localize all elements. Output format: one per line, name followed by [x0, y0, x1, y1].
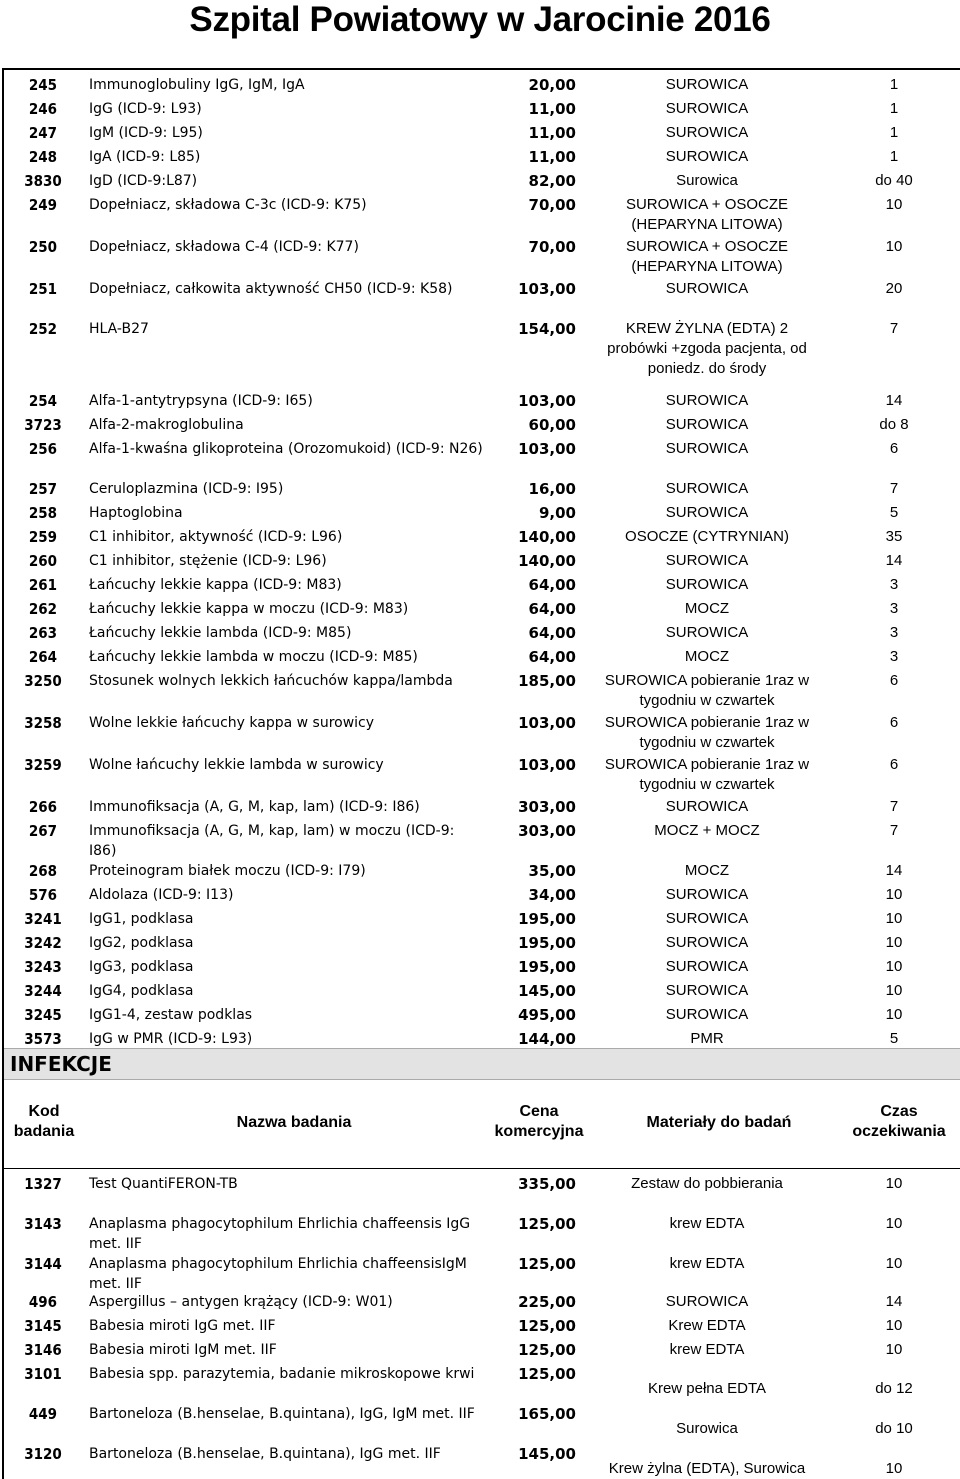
table-row	[4, 498, 960, 522]
cell-price: 103,00	[518, 714, 576, 732]
cell-price: 64,00	[528, 576, 576, 594]
cell-name: Łańcuchy lekkie kappa (ICD-9: M83)	[89, 577, 342, 593]
table-row	[4, 816, 960, 859]
cell-price: 11,00	[528, 100, 576, 118]
table-row	[4, 546, 960, 570]
price-table	[2, 68, 960, 1479]
cell-time: 20	[885, 280, 903, 297]
cell-price: 64,00	[528, 600, 576, 618]
cell-code: 3259	[24, 756, 62, 774]
cell-code: 256	[28, 440, 58, 458]
cell-code: 576	[28, 886, 58, 904]
cell-time: 35	[885, 528, 903, 545]
cell-name: Immunofiksacja (A, G, M, kap, lam) w moczu (ICD-9: I86)	[89, 823, 455, 859]
cell-code: 3573	[24, 1030, 62, 1048]
cell-material: SUROWICA	[665, 624, 749, 641]
cell-price: 16,00	[528, 480, 576, 498]
table-header	[4, 1080, 960, 1169]
header-code: Kod badania	[13, 1103, 75, 1140]
cell-time: 10	[885, 886, 903, 903]
table-row	[4, 928, 960, 952]
cell-price: 154,00	[518, 320, 576, 338]
cell-price: 11,00	[528, 124, 576, 142]
cell-price: 9,00	[538, 504, 576, 522]
cell-name: IgG2, podklasa	[89, 935, 194, 951]
cell-code: 3144	[24, 1255, 62, 1273]
cell-time: 10	[885, 1317, 903, 1334]
table-row	[4, 1287, 960, 1311]
cell-code: 1327	[24, 1175, 62, 1193]
cell-name: Stosunek wolnych lekkich łańcuchów kappa/lambda	[89, 673, 453, 689]
table-row	[4, 1000, 960, 1024]
cell-material: SUROWICA pobieranie 1raz w tygodniu w czwartek	[604, 714, 810, 751]
cell-price: 125,00	[518, 1365, 576, 1383]
table-row	[4, 594, 960, 618]
table-row	[4, 1439, 960, 1479]
cell-name: Babesia spp. parazytemia, badanie mikroskopowe krwi	[89, 1366, 475, 1382]
table-row	[4, 1209, 960, 1252]
table-row	[4, 1169, 960, 1209]
cell-price: 103,00	[518, 440, 576, 458]
cell-code: 259	[28, 528, 58, 546]
cell-code: 449	[28, 1405, 58, 1423]
cell-material: SUROWICA	[665, 798, 749, 815]
cell-price: 225,00	[518, 1293, 576, 1311]
cell-code: 260	[28, 552, 58, 570]
cell-time: 1	[889, 76, 899, 93]
cell-time: 6	[889, 756, 899, 773]
table-row	[4, 570, 960, 594]
cell-material: SUROWICA	[665, 958, 749, 975]
cell-time: 6	[889, 714, 899, 731]
cell-material: SUROWICA	[665, 504, 749, 521]
cell-code: 247	[28, 124, 58, 142]
table-row	[4, 708, 960, 750]
cell-name: Babesia miroti IgG met. IIF	[89, 1318, 276, 1334]
cell-price: 195,00	[518, 958, 576, 976]
cell-price: 140,00	[518, 528, 576, 546]
table-section-immunology	[4, 70, 960, 1048]
cell-name: Aspergillus – antygen krążący (ICD-9: W01)	[89, 1294, 393, 1310]
cell-name: IgG (ICD-9: L93)	[89, 101, 202, 117]
cell-time: 14	[885, 1293, 903, 1310]
cell-material: SUROWICA pobieranie 1raz w tygodniu w czwartek	[604, 756, 810, 793]
table-row	[4, 386, 960, 410]
cell-name: HLA-B27	[89, 321, 149, 337]
cell-name: C1 inhibitor, stężenie (ICD-9: L96)	[89, 553, 327, 569]
cell-material: SUROWICA	[665, 934, 749, 951]
cell-code: 3242	[24, 934, 62, 952]
section-label: INFEKCJE	[10, 1052, 112, 1076]
cell-code: 254	[28, 392, 58, 410]
cell-time: 10	[885, 958, 903, 975]
cell-name: Dopełniacz, składowa C-4 (ICD-9: K77)	[89, 239, 359, 255]
cell-name: IgD (ICD-9:L87)	[89, 173, 198, 189]
cell-code: 3120	[24, 1445, 62, 1463]
cell-time: 3	[889, 648, 899, 665]
table-row	[4, 1335, 960, 1359]
table-row	[4, 642, 960, 666]
cell-material: KREW ŻYLNA (EDTA) 2 probówki +zgoda pacjenta, od poniedz. do środy	[607, 320, 807, 377]
cell-time: do 40	[875, 172, 913, 189]
cell-price: 34,00	[528, 886, 576, 904]
cell-time: 10	[885, 1006, 903, 1023]
cell-time: 14	[885, 552, 903, 569]
cell-code: 264	[28, 648, 58, 666]
section-band-infekcje	[4, 1048, 960, 1080]
cell-code: 246	[28, 100, 58, 118]
cell-material: SUROWICA	[665, 440, 749, 457]
cell-price: 140,00	[518, 552, 576, 570]
header-time: Czas oczekiwania	[852, 1103, 946, 1140]
cell-time: 3	[889, 600, 899, 617]
cell-name: Anaplasma phagocytophilum Ehrlichia chaffeensis IgG met. IIF	[89, 1216, 471, 1252]
cell-code: 267	[28, 822, 58, 840]
table-section-infekcje	[4, 1169, 960, 1479]
cell-time: 10	[885, 934, 903, 951]
cell-price: 60,00	[528, 416, 576, 434]
cell-code: 252	[28, 320, 58, 338]
cell-time: 10	[885, 910, 903, 927]
cell-code: 3101	[24, 1365, 62, 1383]
cell-time: 1	[889, 100, 899, 117]
cell-price: 303,00	[518, 798, 576, 816]
cell-time: 3	[889, 624, 899, 641]
cell-price: 20,00	[528, 76, 576, 94]
cell-material: Zestaw do pobbierania	[631, 1175, 783, 1192]
table-row	[4, 750, 960, 792]
cell-material: SUROWICA	[665, 982, 749, 999]
cell-name: Aldolaza (ICD-9: I13)	[89, 887, 234, 903]
cell-time: do 12	[875, 1380, 913, 1397]
cell-time: 7	[889, 822, 899, 839]
cell-code: 268	[28, 862, 58, 880]
cell-price: 103,00	[518, 280, 576, 298]
table-row	[4, 904, 960, 928]
cell-name: Test QuantiFERON-TB	[89, 1176, 238, 1192]
table-row	[4, 118, 960, 142]
cell-name: Anaplasma phagocytophilum Ehrlichia chaffeensisIgM met. IIF	[89, 1256, 467, 1292]
cell-code: 3145	[24, 1317, 62, 1335]
cell-material: SUROWICA	[665, 280, 749, 297]
table-row	[4, 952, 960, 976]
cell-name: Łańcuchy lekkie lambda w moczu (ICD-9: M85)	[89, 649, 418, 665]
table-row	[4, 666, 960, 708]
cell-code: 258	[28, 504, 58, 522]
cell-code: 263	[28, 624, 58, 642]
cell-time: 10	[885, 1255, 903, 1272]
cell-price: 495,00	[518, 1006, 576, 1024]
header-price: Cena komercyjna	[494, 1103, 584, 1140]
cell-price: 335,00	[518, 1175, 576, 1193]
cell-price: 64,00	[528, 648, 576, 666]
cell-code: 3146	[24, 1341, 62, 1359]
cell-material: krew EDTA	[669, 1215, 745, 1232]
cell-time: 10	[885, 1460, 903, 1477]
cell-time: 10	[885, 1175, 903, 1192]
cell-name: Alfa-1-antytrypsyna (ICD-9: I65)	[89, 393, 313, 409]
cell-code: 248	[28, 148, 58, 166]
cell-name: Immunofiksacja (A, G, M, kap, lam) (ICD-9: I86)	[89, 799, 420, 815]
cell-price: 303,00	[518, 822, 576, 840]
cell-code: 257	[28, 480, 58, 498]
cell-code: 250	[28, 238, 58, 256]
cell-price: 70,00	[528, 238, 576, 256]
cell-name: Babesia miroti IgM met. IIF	[89, 1342, 277, 1358]
cell-material: PMR	[690, 1030, 724, 1047]
cell-time: 10	[885, 238, 903, 255]
cell-name: IgM (ICD-9: L95)	[89, 125, 203, 141]
cell-name: Alfa-2-makroglobulina	[89, 417, 244, 433]
cell-time: 10	[885, 1215, 903, 1232]
table-row	[4, 190, 960, 232]
cell-time: 1	[889, 148, 899, 165]
cell-price: 185,00	[518, 672, 576, 690]
table-row	[4, 434, 960, 474]
table-row	[4, 522, 960, 546]
cell-material: MOCZ	[684, 600, 730, 617]
cell-code: 3241	[24, 910, 62, 928]
cell-code: 3250	[24, 672, 62, 690]
table-row	[4, 618, 960, 642]
table-row	[4, 232, 960, 274]
cell-price: 82,00	[528, 172, 576, 190]
cell-material: SUROWICA + OSOCZE (HEPARYNA LITOWA)	[625, 196, 789, 233]
cell-material: Surowica	[676, 172, 738, 189]
cell-material: SUROWICA	[665, 1006, 749, 1023]
table-row	[4, 1249, 960, 1292]
cell-material: Krew żylna (EDTA), Surowica	[608, 1460, 806, 1477]
cell-price: 125,00	[518, 1317, 576, 1335]
cell-code: 3143	[24, 1215, 62, 1233]
cell-name: IgG4, podklasa	[89, 983, 194, 999]
cell-material: krew EDTA	[669, 1341, 745, 1358]
cell-code: 245	[28, 76, 58, 94]
header-material: Materiały do badań	[646, 1114, 792, 1131]
cell-material: SUROWICA pobieranie 1raz w tygodniu w czwartek	[604, 672, 810, 709]
cell-material: SUROWICA	[665, 148, 749, 165]
cell-time: 1	[889, 124, 899, 141]
cell-material: SUROWICA	[665, 392, 749, 409]
cell-code: 261	[28, 576, 58, 594]
cell-material: MOCZ + MOCZ	[654, 822, 760, 839]
cell-name: IgA (ICD-9: L85)	[89, 149, 201, 165]
cell-time: 3	[889, 576, 899, 593]
cell-name: Wolne lekkie łańcuchy kappa w surowicy	[89, 715, 375, 731]
cell-price: 103,00	[518, 756, 576, 774]
cell-name: C1 inhibitor, aktywność (ICD-9: L96)	[89, 529, 343, 545]
table-row	[4, 1399, 960, 1439]
cell-time: 5	[889, 504, 899, 521]
cell-price: 165,00	[518, 1405, 576, 1423]
cell-material: SUROWICA	[665, 480, 749, 497]
cell-name: Bartoneloza (B.henselae, B.quintana), IgG met. IIF	[89, 1446, 441, 1462]
cell-material: MOCZ	[684, 648, 730, 665]
header-name: Nazwa badania	[236, 1114, 352, 1131]
cell-time: 10	[885, 1341, 903, 1358]
cell-name: Bartoneloza (B.henselae, B.quintana), IgG, IgM met. IIF	[89, 1406, 475, 1422]
cell-material: SUROWICA	[665, 416, 749, 433]
cell-price: 195,00	[518, 910, 576, 928]
cell-material: SUROWICA	[665, 76, 749, 93]
cell-code: 251	[28, 280, 58, 298]
cell-name: IgG3, podklasa	[89, 959, 194, 975]
cell-code: 262	[28, 600, 58, 618]
cell-time: 7	[889, 798, 899, 815]
table-row	[4, 142, 960, 166]
table-row	[4, 792, 960, 816]
cell-material: SUROWICA	[665, 1293, 749, 1310]
cell-code: 3245	[24, 1006, 62, 1024]
cell-price: 35,00	[528, 862, 576, 880]
cell-name: IgG w PMR (ICD-9: L93)	[89, 1031, 253, 1047]
cell-name: Haptoglobina	[89, 505, 183, 521]
cell-name: Dopełniacz, całkowita aktywność CH50 (ICD-9: K58)	[89, 281, 453, 297]
table-row	[4, 274, 960, 314]
cell-material: SUROWICA	[665, 886, 749, 903]
cell-code: 266	[28, 798, 58, 816]
cell-name: Proteinogram białek moczu (ICD-9: I79)	[89, 863, 366, 879]
cell-name: Dopełniacz, składowa C-3c (ICD-9: K75)	[89, 197, 367, 213]
cell-time: 7	[889, 320, 899, 337]
cell-price: 11,00	[528, 148, 576, 166]
page-title: Szpital Powiatowy w Jarocinie 2016	[189, 0, 771, 39]
table-row	[4, 976, 960, 1000]
cell-name: Alfa-1-kwaśna glikoproteina (Orozomukoid) (ICD-9: N26)	[89, 441, 483, 457]
cell-material: Surowica	[676, 1420, 738, 1437]
cell-material: OSOCZE (CYTRYNIAN)	[625, 528, 789, 545]
cell-price: 145,00	[518, 982, 576, 1000]
cell-time: 6	[889, 672, 899, 689]
table-row	[4, 1024, 960, 1048]
cell-material: SUROWICA	[665, 124, 749, 141]
table-row	[4, 94, 960, 118]
cell-material: SUROWICA + OSOCZE (HEPARYNA LITOWA)	[625, 238, 789, 275]
table-row	[4, 314, 960, 386]
cell-code: 496	[28, 1293, 58, 1311]
cell-code: 3244	[24, 982, 62, 1000]
cell-time: do 10	[875, 1420, 913, 1437]
cell-code: 3258	[24, 714, 62, 732]
cell-price: 144,00	[518, 1030, 576, 1048]
cell-material: Krew pełna EDTA	[647, 1380, 767, 1397]
table-row	[4, 1311, 960, 1335]
table-row	[4, 1359, 960, 1399]
cell-time: 10	[885, 196, 903, 213]
table-row	[4, 880, 960, 904]
cell-name: Wolne łańcuchy lekkie lambda w surowicy	[89, 757, 384, 773]
cell-price: 70,00	[528, 196, 576, 214]
cell-name: Łańcuchy lekkie lambda (ICD-9: M85)	[89, 625, 352, 641]
cell-material: Krew EDTA	[668, 1317, 746, 1334]
cell-code: 3723	[24, 416, 62, 434]
table-row	[4, 166, 960, 190]
cell-time: 10	[885, 982, 903, 999]
cell-time: 14	[885, 862, 903, 879]
table-row	[4, 474, 960, 498]
cell-name: Ceruloplazmina (ICD-9: I95)	[89, 481, 284, 497]
table-row	[4, 70, 960, 94]
cell-time: 6	[889, 440, 899, 457]
cell-name: Łańcuchy lekkie kappa w moczu (ICD-9: M83)	[89, 601, 409, 617]
cell-price: 195,00	[518, 934, 576, 952]
cell-name: IgG1, podklasa	[89, 911, 194, 927]
cell-price: 64,00	[528, 624, 576, 642]
cell-code: 249	[28, 196, 58, 214]
cell-time: 5	[889, 1030, 899, 1047]
cell-price: 125,00	[518, 1255, 576, 1273]
cell-material: krew EDTA	[669, 1255, 745, 1272]
cell-name: IgG1-4, zestaw podklas	[89, 1007, 253, 1023]
cell-time: do 8	[879, 416, 909, 433]
cell-price: 125,00	[518, 1341, 576, 1359]
cell-material: SUROWICA	[665, 100, 749, 117]
table-row	[4, 410, 960, 434]
cell-material: SUROWICA	[665, 910, 749, 927]
cell-code: 3243	[24, 958, 62, 976]
cell-time: 14	[885, 392, 903, 409]
cell-time: 7	[889, 480, 899, 497]
cell-price: 145,00	[518, 1445, 576, 1463]
cell-material: SUROWICA	[665, 552, 749, 569]
table-row	[4, 856, 960, 880]
cell-code: 3830	[24, 172, 62, 190]
cell-price: 103,00	[518, 392, 576, 410]
cell-material: SUROWICA	[665, 576, 749, 593]
cell-material: MOCZ	[684, 862, 730, 879]
cell-price: 125,00	[518, 1215, 576, 1233]
cell-name: Immunoglobuliny IgG, IgM, IgA	[89, 77, 305, 93]
